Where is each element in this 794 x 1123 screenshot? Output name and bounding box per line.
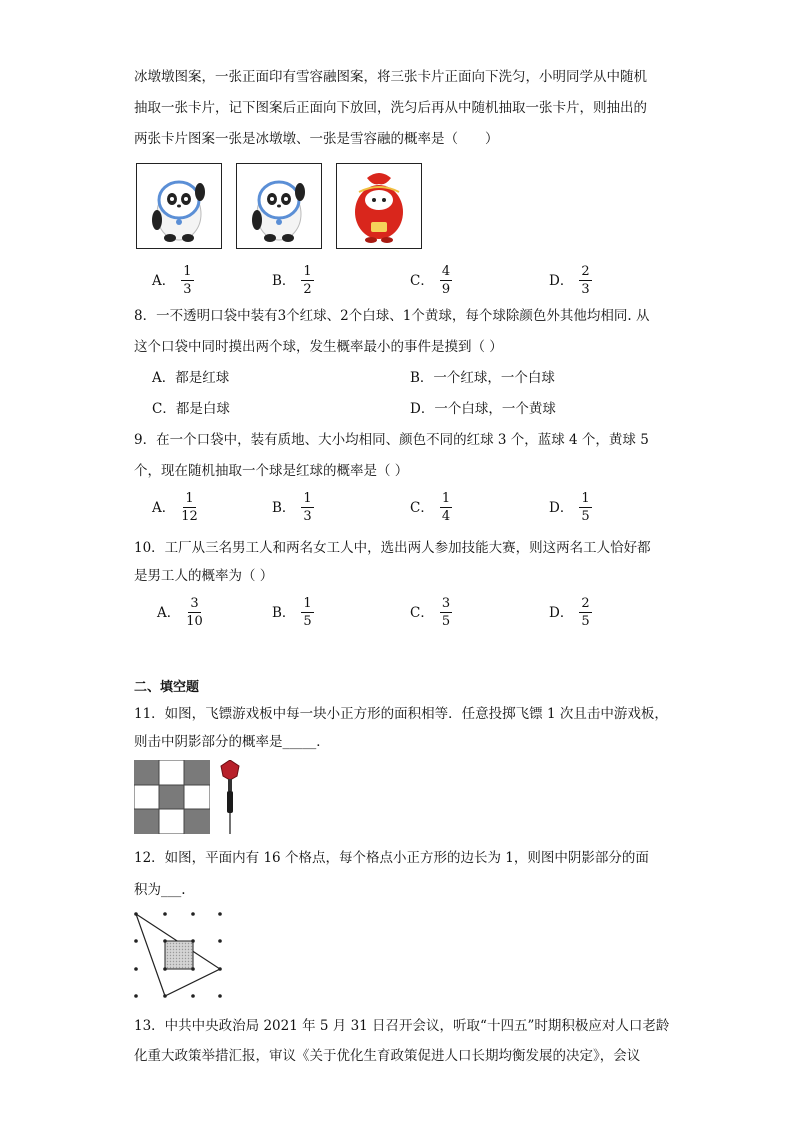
q8-option-a[interactable]: A．都是红球 bbox=[152, 370, 230, 386]
q8-option-d[interactable]: D．一个白球，一个黄球 bbox=[410, 401, 556, 417]
fraction: $\frac{1}{12}$ bbox=[181, 491, 198, 524]
fraction: $\frac{1}{3}$ bbox=[183, 264, 192, 297]
q10-option-b[interactable]: B． $\frac{1}{5}$ bbox=[272, 596, 312, 629]
q7-option-a[interactable]: A． $\frac{1}{3}$ bbox=[152, 264, 192, 297]
q10-option-c[interactable]: C． $\frac{3}{5}$ bbox=[410, 596, 451, 629]
q8-text-line-2: 这个口袋中同时摸出两个球，发生概率最小的事件是摸到（ ） bbox=[134, 339, 503, 355]
card-bing-dwen-dwen-2 bbox=[236, 163, 322, 249]
q9-option-b[interactable]: B． $\frac{1}{3}$ bbox=[272, 491, 312, 524]
q7-option-c[interactable]: C． $\frac{4}{9}$ bbox=[410, 264, 451, 297]
q7-text-line-3: 两张卡片图案一张是冰墩墩、一张是雪容融的概率是（ ） bbox=[134, 131, 499, 147]
fraction: $\frac{1}{2}$ bbox=[303, 264, 312, 297]
fraction: $\frac{1}{4}$ bbox=[441, 491, 451, 524]
q10-option-d[interactable]: D． $\frac{2}{5}$ bbox=[549, 596, 590, 629]
panda-mascot-icon bbox=[137, 164, 221, 248]
panda-mascot-icon bbox=[237, 164, 321, 248]
fraction: $\frac{1}{5}$ bbox=[303, 596, 312, 629]
card-bing-dwen-dwen-1 bbox=[136, 163, 222, 249]
q11-text-line-2: 则击中阴影部分的概率是_____． bbox=[134, 734, 330, 750]
fraction: $\frac{1}{3}$ bbox=[303, 491, 312, 524]
q11-text-line-1: 11．如图，飞镖游戏板中每一块小正方形的面积相等．任意投掷飞镖 1 次且击中游戏板， bbox=[134, 706, 668, 722]
q10-option-a[interactable]: A． $\frac{3}{10}$ bbox=[157, 596, 203, 629]
fraction: $\frac{4}{9}$ bbox=[441, 264, 451, 297]
fraction: $\frac{1}{5}$ bbox=[581, 491, 590, 524]
q10-text-line-1: 10．工厂从三名男工人和两名女工人中，选出两人参加技能大赛，则这两名工人恰好都 bbox=[134, 540, 651, 556]
section-title-fill-in: 二、填空题 bbox=[134, 680, 200, 695]
q13-text-line-2: 化重大政策举措汇报，审议《关于优化生育政策促进人口长期均衡发展的决定》，会议 bbox=[134, 1048, 641, 1064]
q8-option-b[interactable]: B．一个红球，一个白球 bbox=[410, 370, 555, 386]
q9-text-line-1: 9．在一个口袋中，装有质地、大小均相同、颜色不同的红球 3 个，蓝球 4 个，黄球 5 bbox=[134, 432, 649, 448]
fraction: $\frac{3}{5}$ bbox=[441, 596, 451, 629]
q9-option-c[interactable]: C． $\frac{1}{4}$ bbox=[410, 491, 451, 524]
q12-text-line-2: 积为___. bbox=[134, 882, 186, 898]
q8-option-c[interactable]: C．都是白球 bbox=[152, 401, 230, 417]
q13-text-line-1: 13．中共中央政治局 2021 年 5 月 31 日召开会议，听取“十四五”时期积极应对人口老龄 bbox=[134, 1018, 670, 1034]
fraction: $\frac{2}{5}$ bbox=[581, 596, 590, 629]
q7-text-line-2: 抽取一张卡片，记下图案后正面向下放回，洗匀后再从中随机抽取一张卡片，则抽出的 bbox=[134, 100, 647, 116]
dartboard-grid-figure bbox=[134, 760, 210, 834]
dart-icon bbox=[217, 760, 243, 836]
q8-text-line-1: 8．一不透明口袋中装有3个红球、2个白球、1个黄球，每个球除颜色外其他均相同. 从 bbox=[134, 308, 650, 324]
q7-option-b[interactable]: B． $\frac{1}{2}$ bbox=[272, 264, 312, 297]
q9-option-d[interactable]: D． $\frac{1}{5}$ bbox=[549, 491, 590, 524]
lattice-shaded-square-figure bbox=[130, 906, 230, 1002]
q7-option-d[interactable]: D． $\frac{2}{3}$ bbox=[549, 264, 590, 297]
q12-text-line-1: 12．如图，平面内有 16 个格点，每个格点小正方形的边长为 1，则图中阴影部分的面 bbox=[134, 850, 649, 866]
card-shuey-rhon-rhon bbox=[336, 163, 422, 249]
lantern-mascot-icon bbox=[337, 164, 421, 248]
q10-text-line-2: 是男工人的概率为（ ） bbox=[134, 568, 274, 584]
q9-text-line-2: 个，现在随机抽取一个球是红球的概率是（ ） bbox=[134, 463, 409, 479]
fraction: $\frac{3}{10}$ bbox=[186, 596, 203, 629]
q7-text-line-1: 冰墩墩图案，一张正面印有雪容融图案，将三张卡片正面向下洗匀，小明同学从中随机 bbox=[134, 69, 647, 85]
q9-option-a[interactable]: A． $\frac{1}{12}$ bbox=[152, 491, 198, 524]
fraction: $\frac{2}{3}$ bbox=[581, 264, 590, 297]
